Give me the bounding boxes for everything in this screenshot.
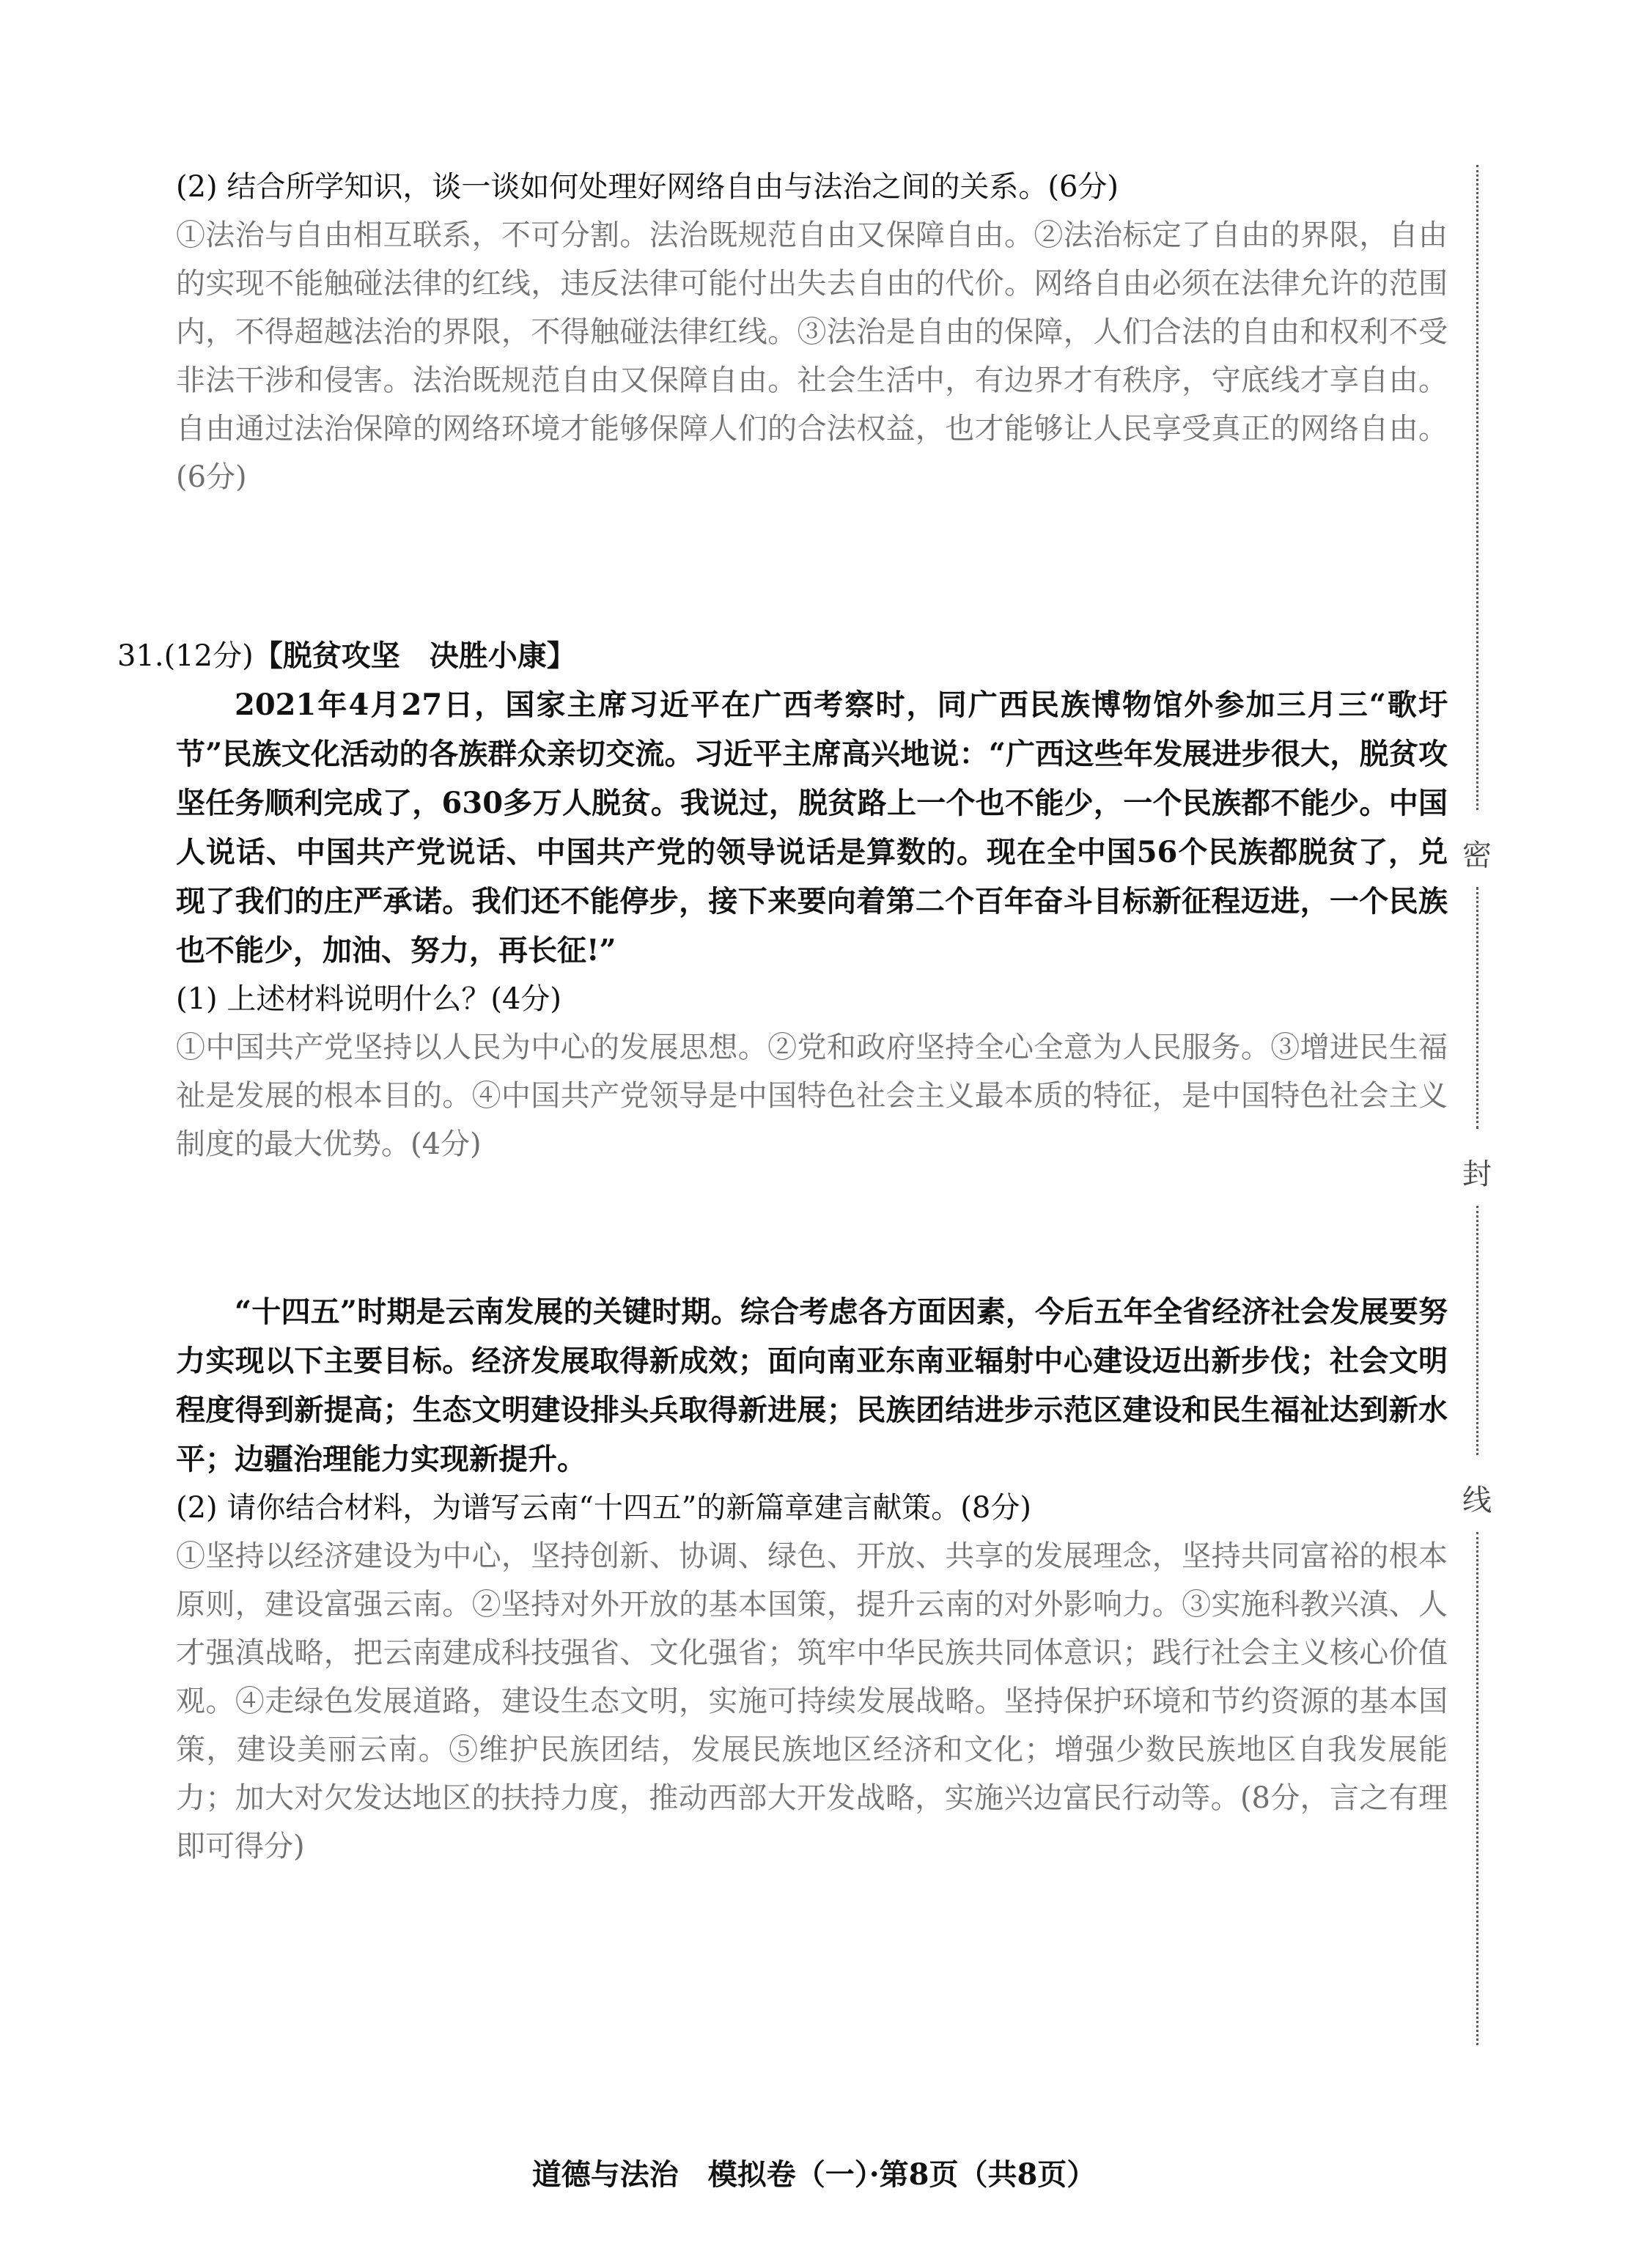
binding-line: [1462, 165, 1492, 2049]
q31-number: 31.: [117, 639, 164, 673]
binding-dash-mid2: [1476, 1206, 1478, 1455]
binding-dash-bottom: [1476, 1532, 1478, 2045]
q31-part1-question: (1) 上述材料说明什么？(4分): [176, 982, 562, 1016]
binding-char-xian: 线: [1462, 1484, 1492, 1517]
q31-part2-question: (2) 请你结合材料，为谱写云南“十四五”的新篇章建言献策。(8分): [176, 1491, 1031, 1525]
q31-heading: [117, 632, 576, 680]
q31-material-1: 2021年4月27日，国家主席习近平在广西考察时，同广西民族博物馆外参加三月三“歌圩节”民族文化活动的各族群众亲切交流。习近平主席高兴地说：“广西这些年发展进步很大，脱贫攻坚任务顺利完成了，630多万人脱贫。我说过，脱贫路上一个也不能少，一个民族都不能少。中国人说话、中国共产党说话、中国共产党的领导说话是算数的。现在全中国56个民族都脱贫了，兑现了我们的庄严承诺。我们还不能停步，接下来要向着第二个百年奋斗目标新征程迈进，一个民族也不能少，加油、努力，再长征!”: [176, 688, 1448, 968]
q31-part2-answer: ①坚持以经济建设为中心，坚持创新、协调、绿色、开放、共享的发展理念，坚持共同富裕的根本原则，建设富强云南。②坚持对外开放的基本国策，提升云南的对外影响力。③实施科教兴滇、人才强滇战略，把云南建成科技强省、文化强省；筑牢中华民族共同体意识；践行社会主义核心价值观。④走绿色发展道路，建设生态文明，实施可持续发展战略。坚持保护环境和节约资源的基本国策，建设美丽云南。⑤维护民族团结，发展民族地区经济和文化；增强少数民族地区自我发展能力；加大对欠发达地区的扶持力度，推动西部大开发战略，实施兴边富民行动等。(8分，言之有理即可得分): [176, 1539, 1448, 1863]
q31-part1-answer: ①中国共产党坚持以人民为中心的发展思想。②党和政府坚持全心全意为人民服务。③增进民生福祉是发展的根本目的。④中国共产党领导是中国特色社会主义最本质的特征，是中国特色社会主义制度的最大优势。(4分): [176, 1031, 1448, 1161]
binding-dash-top: [1476, 165, 1478, 810]
q31-score: (12分): [163, 639, 254, 673]
q30-part2-section: [176, 163, 1448, 501]
binding-char-mi: 密: [1462, 839, 1492, 872]
q30-part2-answer: ①法治与自由相互联系，不可分割。法治既规范自由又保障自由。②法治标定了自由的界限，自由的实现不能触碰法律的红线，违反法律可能付出失去自由的代价。网络自由必须在法律允许的范围内，不得超越法治的界限，不得触碰法律红线。③法治是自由的保障，人们合法的自由和权利不受非法干涉和侵害。法治既规范自由又保障自由。社会生活中，有边界才有秩序，守底线才享自由。自由通过法治保障的网络环境才能够保障人们的合法权益，也才能够让人民享受真正的网络自由。(6分): [176, 218, 1448, 494]
q31-title: 【脱贫攻坚 决胜小康】: [253, 638, 576, 673]
q31-part1-section: [176, 680, 1448, 1168]
binding-char-feng: 封: [1462, 1157, 1492, 1191]
q30-part2-question: (2) 结合所学知识，谈一谈如何处理好网络自由与法治之间的关系。(6分): [176, 170, 1119, 204]
q31-material-2: “十四五”时期是云南发展的关键时期。综合考虑各方面因素，今后五年全省经济社会发展要努力实现以下主要目标。经济发展取得新成效；面向南亚东南亚辐射中心建设迈出新步伐；社会文明程度得到新提高；生态文明建设排头兵取得新进展；民族团结进步示范区建设和民生福祉达到新水平；边疆治理能力实现新提升。: [176, 1295, 1448, 1476]
q31-part2-section: [176, 1287, 1448, 1871]
binding-dash-mid1: [1476, 887, 1478, 1129]
page-footer: 道德与法治 模拟卷（一）·第8页（共8页）: [531, 2157, 1097, 2192]
